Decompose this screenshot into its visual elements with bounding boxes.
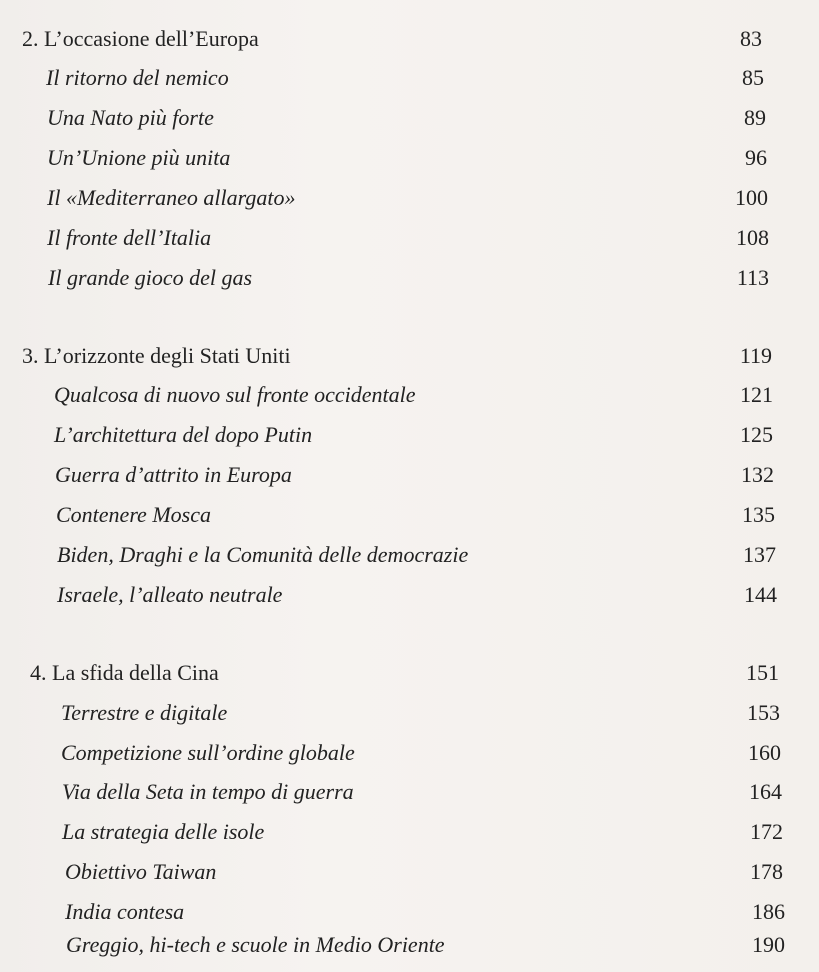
toc-chapter-heading bbox=[0, 658, 819, 692]
page-number: 83 bbox=[740, 26, 762, 51]
page-number: 85 bbox=[742, 65, 764, 90]
page-number: 190 bbox=[752, 932, 785, 957]
toc-entry bbox=[0, 420, 819, 454]
toc-entry bbox=[0, 777, 819, 811]
chapter-title: 3. L’orizzonte degli Stati Uniti bbox=[22, 343, 291, 368]
page-number: 108 bbox=[736, 225, 769, 250]
toc-entry bbox=[0, 223, 819, 257]
page-number: 113 bbox=[736, 265, 769, 290]
entry-title: Biden, Draghi e la Comunità delle democrazie bbox=[57, 542, 469, 567]
toc-entry bbox=[0, 580, 819, 614]
page-number: 151 bbox=[746, 660, 779, 685]
entry-title: Obiettivo Taiwan bbox=[65, 859, 217, 884]
entry-title: Il ritorno del nemico bbox=[46, 65, 229, 90]
toc-chapter-heading bbox=[0, 24, 819, 58]
entry-title: L’architettura del dopo Putin bbox=[54, 422, 313, 447]
entry-title: Terrestre e digitale bbox=[61, 700, 228, 725]
page-number: 132 bbox=[741, 462, 774, 487]
page-number: 121 bbox=[740, 382, 773, 407]
entry-title: Israele, l’alleato neutrale bbox=[57, 582, 283, 607]
entry-title: Il grande gioco del gas bbox=[48, 265, 253, 290]
page-number: 160 bbox=[748, 740, 781, 765]
entry-title: La strategia delle isole bbox=[62, 819, 265, 844]
toc-entry bbox=[0, 738, 819, 772]
entry-title: Qualcosa di nuovo sul fronte occidentale bbox=[54, 382, 416, 407]
page-number: 164 bbox=[749, 779, 782, 804]
toc-entry bbox=[0, 63, 819, 97]
page-number: 135 bbox=[742, 502, 775, 527]
toc-entry bbox=[0, 500, 819, 534]
page-number: 186 bbox=[752, 899, 785, 924]
entry-title: Competizione sull’ordine globale bbox=[61, 740, 355, 765]
toc-entry bbox=[0, 143, 819, 177]
entry-title: Un’Unione più unita bbox=[47, 145, 231, 170]
page-number: 172 bbox=[750, 819, 783, 844]
page-number: 119 bbox=[739, 343, 772, 368]
entry-title: India contesa bbox=[65, 899, 185, 924]
toc-chapter-heading bbox=[0, 341, 819, 375]
page-number: 137 bbox=[743, 542, 776, 567]
toc-entry bbox=[0, 263, 819, 297]
toc-entry bbox=[0, 103, 819, 137]
page-number: 178 bbox=[750, 859, 783, 884]
chapter-title: 2. L’occasione dell’Europa bbox=[22, 26, 259, 51]
chapter-title: 4. La sfida della Cina bbox=[30, 660, 219, 685]
toc-entry bbox=[0, 857, 819, 891]
page-number: 125 bbox=[740, 422, 773, 447]
toc-entry bbox=[0, 460, 819, 494]
page-number: 153 bbox=[747, 700, 780, 725]
toc-entry bbox=[0, 380, 819, 414]
page-number: 89 bbox=[744, 105, 766, 130]
page-number: 144 bbox=[744, 582, 777, 607]
entry-title: Una Nato più forte bbox=[47, 105, 214, 130]
toc-entry bbox=[0, 897, 819, 931]
page-number: 100 bbox=[735, 185, 768, 210]
toc-entry bbox=[0, 817, 819, 851]
toc-entry bbox=[0, 540, 819, 574]
page-number: 96 bbox=[745, 145, 767, 170]
entry-title: Il «Mediterraneo allargato» bbox=[47, 185, 296, 210]
toc-entry bbox=[0, 930, 819, 964]
toc-entry bbox=[0, 183, 819, 217]
toc-entry bbox=[0, 698, 819, 732]
entry-title: Via della Seta in tempo di guerra bbox=[62, 779, 354, 804]
entry-title: Greggio, hi-tech e scuole in Medio Oriente bbox=[66, 932, 445, 957]
entry-title: Contenere Mosca bbox=[56, 502, 211, 527]
entry-title: Guerra d’attrito in Europa bbox=[55, 462, 292, 487]
entry-title: Il fronte dell’Italia bbox=[47, 225, 212, 250]
